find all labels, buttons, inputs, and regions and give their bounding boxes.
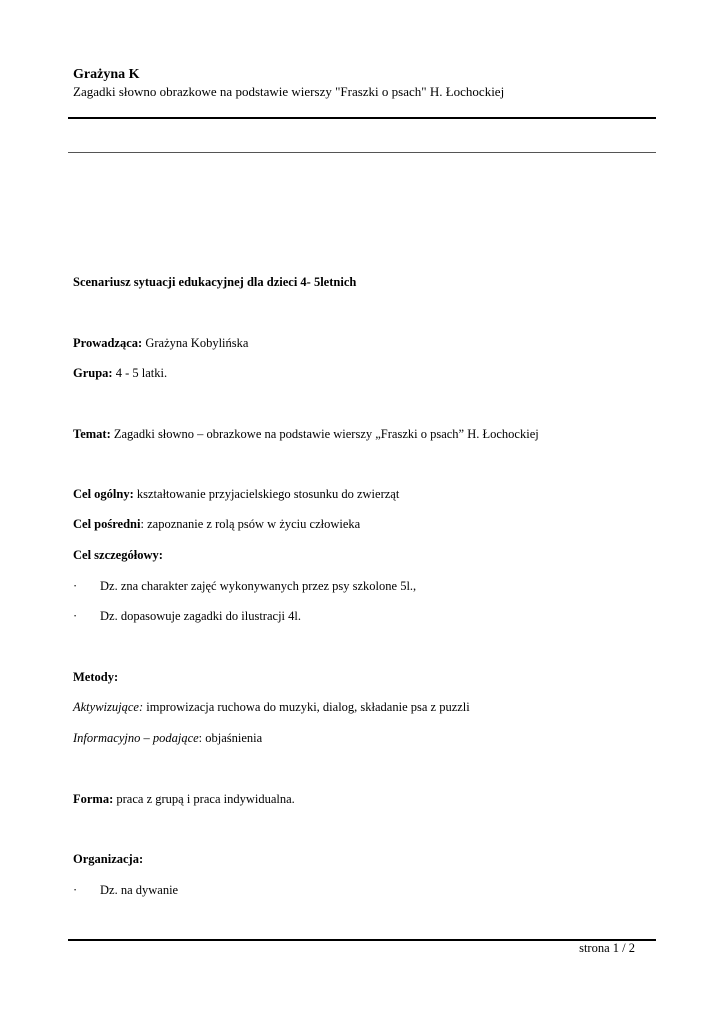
cel-ogolny-value: kształtowanie przyjacielskiego stosunku do zwierząt — [133, 487, 400, 501]
grupa-line — [73, 366, 167, 381]
cel-ogolny-line — [73, 487, 399, 502]
bullet-marker: · — [73, 883, 78, 897]
page-number: strona 1 / 2 — [579, 941, 635, 955]
forma-label: Forma: — [73, 792, 114, 806]
temat-value: Zagadki słowno – obrazkowe na podstawie wierszy „Fraszki o psach” H. Łochockiej — [110, 427, 539, 441]
cel-ogolny-label: Cel ogólny: — [73, 487, 134, 501]
header-divider-top — [68, 117, 656, 119]
bullet-marker: · — [73, 579, 78, 593]
informacyjno-value: : objaśnienia — [198, 731, 263, 745]
cel-posredni-value: : zapoznanie z rolą psów w życiu człowieka — [140, 517, 361, 531]
organizacja-item: Dz. na dywanie — [100, 883, 179, 897]
cel-szczegolowy-item: Dz. dopasowuje zagadki do ilustracji 4l. — [100, 609, 301, 623]
prowadzaca-value: Grażyna Kobylińska — [142, 336, 249, 350]
metody-label: Metody: — [73, 670, 119, 684]
document-author: Grażyna K — [73, 67, 140, 82]
aktywizujace-line — [73, 700, 470, 715]
document-subtitle: Zagadki słowno obrazkowe na podstawie wierszy "Fraszki o psach" H. Łochockiej — [73, 84, 505, 99]
prowadzaca-label: Prowadząca: — [73, 336, 143, 350]
forma-value: praca z grupą i praca indywidualna. — [113, 792, 295, 806]
forma-line — [73, 792, 295, 807]
temat-line — [73, 427, 539, 442]
prowadzaca-line — [73, 336, 248, 351]
temat-label: Temat: — [73, 427, 111, 441]
cel-szczegolowy-label: Cel szczegółowy: — [73, 548, 163, 562]
cel-posredni-label: Cel pośredni — [73, 517, 141, 531]
informacyjno-label: Informacyjno – podające — [73, 731, 199, 745]
organizacja-label: Organizacja: — [73, 852, 144, 866]
bullet-marker: · — [73, 609, 78, 623]
informacyjno-line — [73, 731, 262, 746]
footer-divider — [68, 939, 656, 941]
grupa-label: Grupa: — [73, 366, 113, 380]
grupa-value: 4 - 5 latki. — [112, 366, 168, 380]
scenario-title: Scenariusz sytuacji edukacyjnej dla dzieci 4- 5letnich — [73, 275, 357, 289]
cel-szczegolowy-item: Dz. zna charakter zajęć wykonywanych przez psy szkolone 5l., — [100, 579, 417, 593]
header-divider-bottom — [68, 152, 656, 153]
cel-posredni-line — [73, 517, 360, 532]
aktywizujace-value: improwizacja ruchowa do muzyki, dialog, składanie psa z puzzli — [143, 700, 470, 714]
aktywizujace-label: Aktywizujące: — [73, 700, 144, 714]
